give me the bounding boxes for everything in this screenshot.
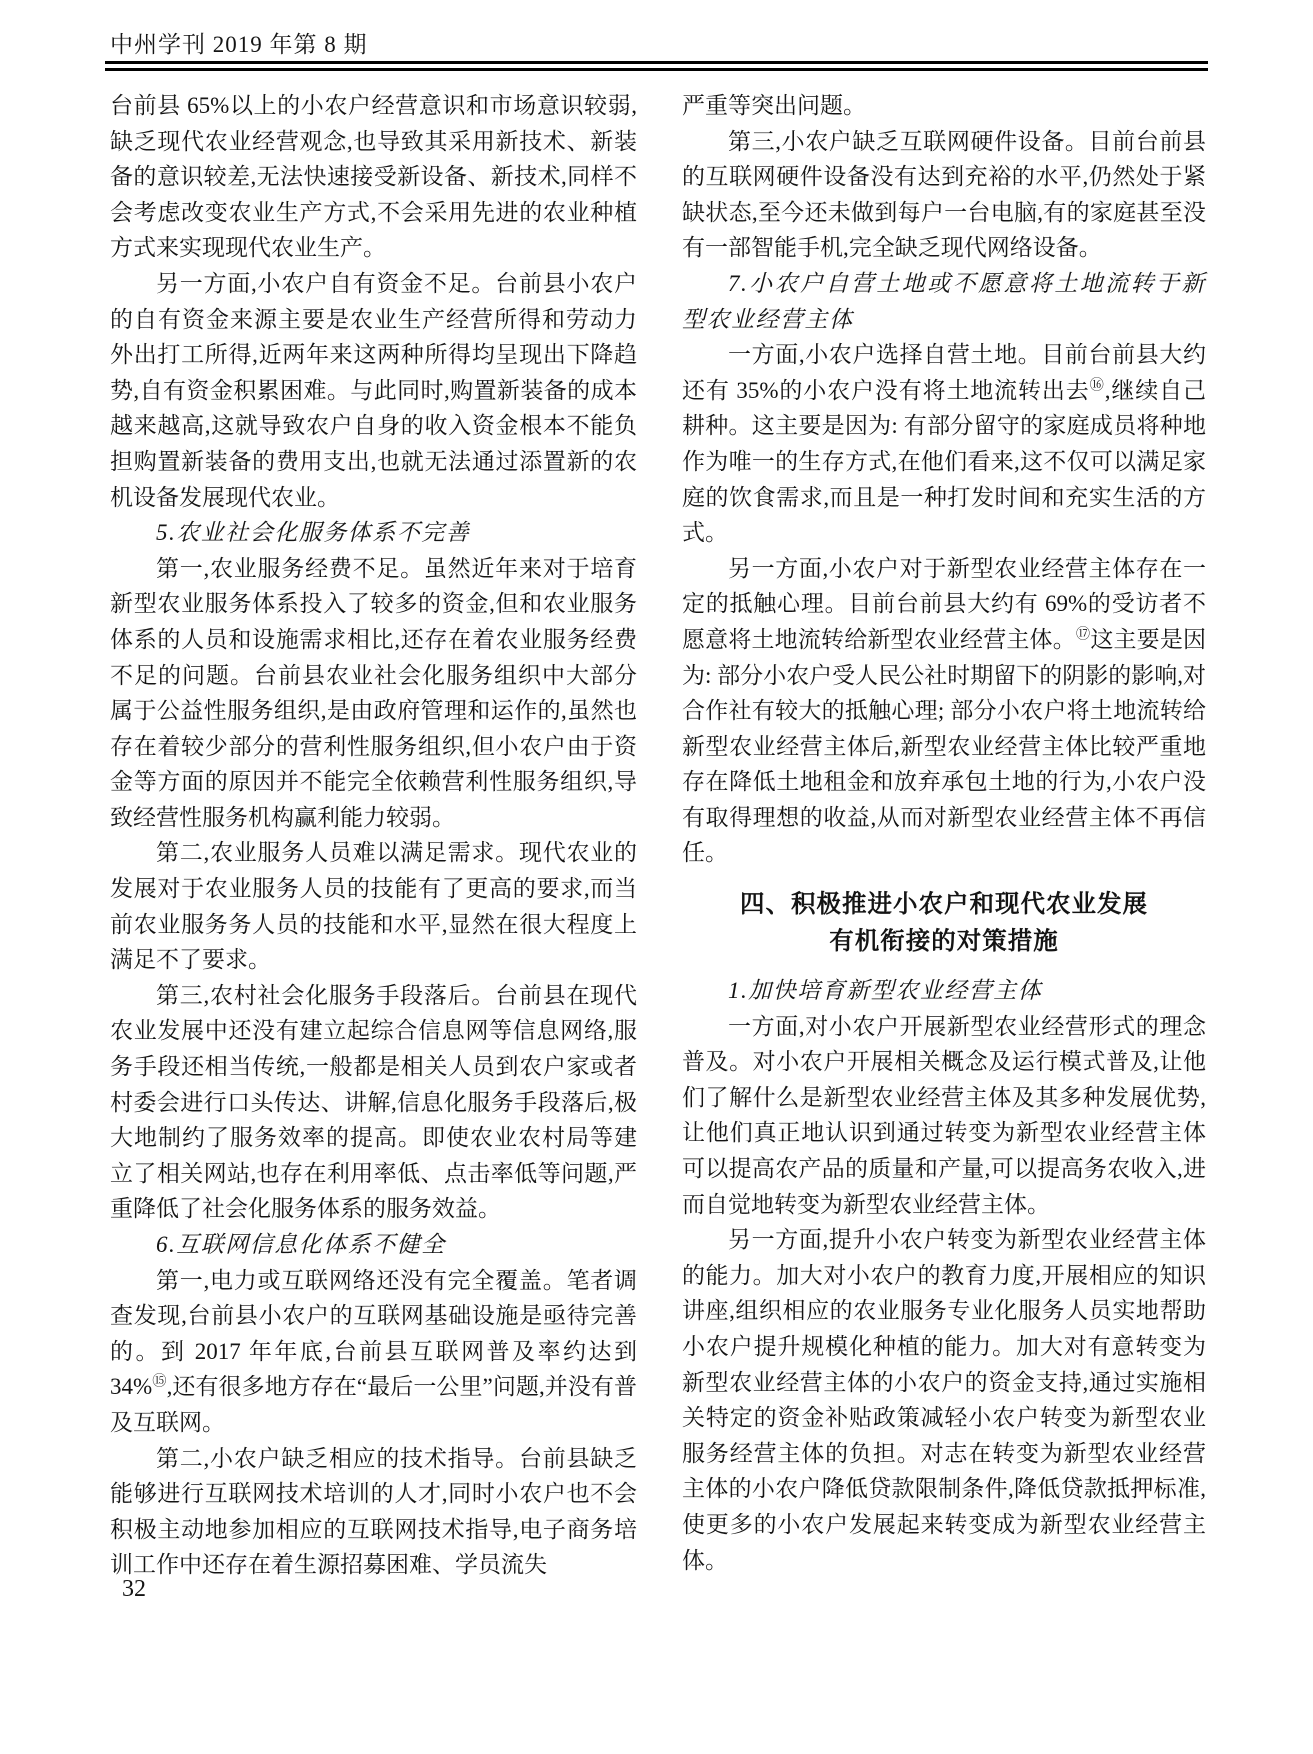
- paragraph: 台前县 65%以上的小农户经营意识和市场意识较弱,缺乏现代农业经营观念,也导致其采用新技术、新装备的意识较差,无法快速接受新设备、新技术,同样不会考虑改变农业生产方式,不会采用先进的农业种植方式来实现现代农业生产。: [110, 93, 637, 261]
- paragraph: 第一,电力或互联网络还没有完全覆盖。笔者调查发现,台前县小农户的互联网基础设施是亟待完善的。到 2017 年年底,台前县互联网普及率约达到 34%⑮,还有很多地方存在“最后一公里”问题,并没有普及互联网。: [110, 1267, 637, 1435]
- journal-header: 中州学刊 2019 年第 8 期: [110, 32, 368, 57]
- page-number: 32: [122, 1576, 146, 1602]
- footnote-marker: ⑯: [1089, 377, 1105, 394]
- header-divider-rule: [105, 61, 1208, 71]
- paragraph: 第二,小农户缺乏相应的技术指导。台前县缺乏能够进行互联网技术培训的人才,同时小农户也不会积极主动地参加相应的互联网技术指导,电子商务培训工作中还存在着生源招募困难、学员流失: [110, 1445, 637, 1578]
- subheading-7: 7.小农户自营土地或不愿意将土地流转于新型农业经营主体: [682, 270, 1206, 332]
- right-text-column: [682, 88, 1206, 1578]
- paragraph: 严重等突出问题。: [682, 93, 866, 118]
- subheading-5: 5.农业社会化服务体系不完善: [156, 520, 471, 546]
- footnote-marker: ⑰: [1075, 626, 1091, 643]
- subheading-6: 6.互联网信息化体系不健全: [156, 1232, 446, 1257]
- paragraph: 另一方面,小农户对于新型农业经营主体存在一定的抵触心理。目前台前县大约有 69%的受访者不愿意将土地流转给新型农业经营主体。⑰这主要是因为: 部分小农户受人民公社时期留下的阴影的影响,对合作社有较大的抵触心理; 部分小农户将土地流转给新型农业经营主体后,新型农业经营主体比较严重地存在降低土地租金和放弃承包土地的行为,小农户没有取得理想的收益,从而对新型农业经营主体不再信任。: [682, 555, 1206, 866]
- subheading-1: 1.加快培育新型农业经营主体: [728, 978, 1043, 1004]
- paragraph: 另一方面,小农户自有资金不足。台前县小农户的自有资金来源主要是农业生产经营所得和劳动力外出打工所得,近两年来这两种所得均呈现出下降趋势,自有资金积累困难。与此同时,购置新装备的成本越来越高,这就导致农户自身的收入资金根本不能负担购置新装备的费用支出,也就无法通过添置新的农机设备发展现代农业。: [110, 270, 637, 510]
- paragraph: 第二,农业服务人员难以满足需求。现代农业的发展对于农业服务人员的技能有了更高的要求,而当前农业服务务人员的技能和水平,显然在很大程度上满足不了要求。: [110, 840, 637, 973]
- paragraph: 一方面,对小农户开展新型农业经营形式的理念普及。对小农户开展相关概念及运行模式普及,让他们了解什么是新型农业经营主体及其多种发展优势,让他们真正地认识到通过转变为新型农业经营主体可以提高农产品的质量和产量,可以提高务农收入,进而自觉地转变为新型农业经营主体。: [682, 1013, 1206, 1217]
- footnote-marker: ⑮: [152, 1373, 167, 1390]
- paragraph: 另一方面,提升小农户转变为新型农业经营主体的能力。加大对小农户的教育力度,开展相应的知识讲座,组织相应的农业服务专业化服务人员实地帮助小农户提升规模化种植的能力。加大对有意转变为新型农业经营主体的小农户的资金支持,通过实施相关特定的资金补贴政策减轻小农户转变为新型农业服务经营主体的负担。对志在转变为新型农业经营主体的小农户降低贷款限制条件,降低贷款抵押标准,使更多的小农户发展起来转变成为新型农业经营主体。: [682, 1227, 1206, 1573]
- paragraph: 第三,农村社会化服务手段落后。台前县在现代农业发展中还没有建立起综合信息网等信息网络,服务手段还相当传统,一般都是相关人员到农户家或者村委会进行口头传达、讲解,信息化服务手段落后,极大地制约了服务效率的提高。即使农业农村局等建立了相关网站,也存在利用率低、点击率低等问题,严重降低了社会化服务体系的服务效益。: [110, 982, 637, 1222]
- section-heading-4: 四、积极推进小农户和现代农业发展 有机衔接的对策措施: [740, 891, 1148, 956]
- paragraph: 第三,小农户缺乏互联网硬件设备。目前台前县的互联网硬件设备没有达到充裕的水平,仍然处于紧缺状态,至今还未做到每户一台电脑,有的家庭甚至没有一部智能手机,完全缺乏现代网络设备。: [682, 128, 1206, 261]
- left-text-column: [110, 88, 637, 1583]
- paragraph: 一方面,小农户选择自营土地。目前台前县大约还有 35%的小农户没有将土地流转出去⑯,继续自己耕种。这主要是因为: 有部分留守的家庭成员将种地作为唯一的生存方式,在他们看来,这不仅可以满足家庭的饮食需求,而且是一种打发时间和充实生活的方式。: [682, 342, 1206, 546]
- paragraph: 第一,农业服务经费不足。虽然近年来对于培育新型农业服务体系投入了较多的资金,但和农业服务体系的人员和设施需求相比,还存在着农业服务经费不足的问题。台前县农业社会化服务组织中大部分属于公益性服务组织,是由政府管理和运作的,虽然也存在着较少部分的营利性服务组织,但小农户由于资金等方面的原因并不能完全依赖营利性服务组织,导致经营性服务机构赢利能力较弱。: [110, 555, 637, 830]
